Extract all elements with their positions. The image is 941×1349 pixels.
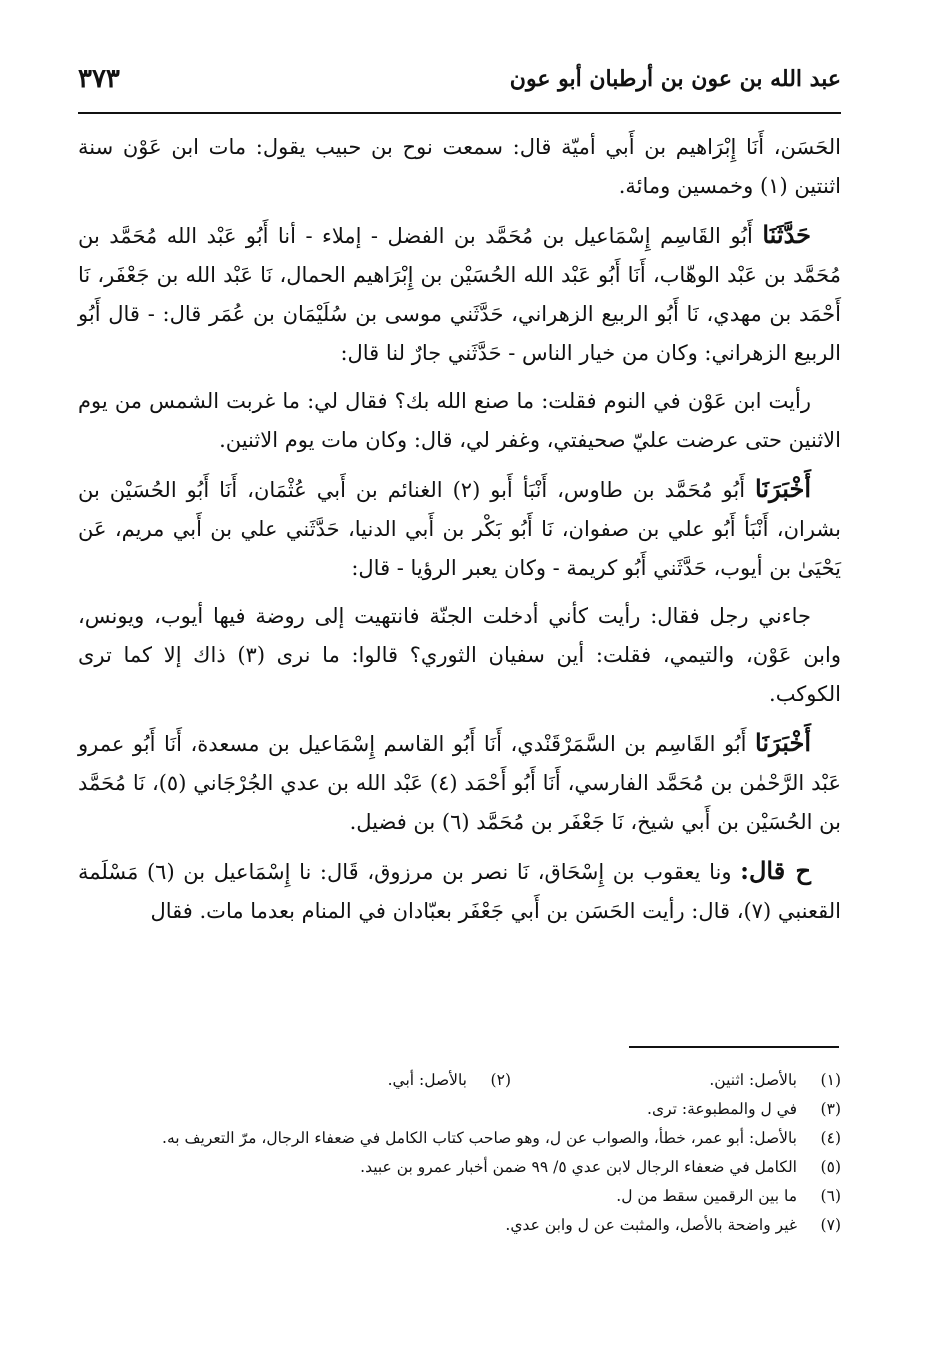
- paragraph-4: [78, 469, 841, 588]
- paragraph-7-text: ونا يعقوب بن إِسْحَاق، نَا نصر بن مرزوق، قَال: نا إِسْمَاعيل بن (٦) مَسْلَمة القعنبي (٧)، قال: رأيت الحَسَن بن أَبي جَعْفَر بعبّادان في المنام بعدما مات. فقال: [78, 860, 841, 923]
- footnote-3: [78, 1095, 841, 1124]
- paragraph-5: جاءني رجل فقال: رأيت كأني أدخلت الجنّة فانتهيت إلى روضة فيها أيوب، ويونس، وابن عَوْن، والتيمي، فقلت: أين سفيان الثوري؟ قالوا: ما نرى (٣) ذاك إلا كما ترى الكوكب.: [78, 604, 842, 706]
- header-rule: [78, 112, 841, 114]
- footnotes: [78, 1066, 841, 1240]
- footnote-number: (٣): [820, 1100, 841, 1118]
- paragraph-7-lead: ح قال:: [740, 856, 811, 885]
- paragraph-7: [78, 851, 841, 931]
- footnote-number: (٥): [820, 1158, 841, 1176]
- footnote-text: في ل والمطبوعة: ترى.: [647, 1100, 797, 1118]
- footnote-number: (٤): [820, 1129, 841, 1147]
- footnote-text: ما بين الرقمين سقط من ل.: [616, 1187, 797, 1205]
- footnote-text: بالأصل: اثنين.: [709, 1071, 797, 1089]
- footnote-text: بالأصل: أبو عمر، خطأ، والصواب عن ل، وهو صاحب كتاب الكامل في ضعفاء الرجال، مرّ التعريف به.: [162, 1129, 797, 1147]
- main-text: [78, 128, 841, 940]
- paragraph-6: [78, 723, 841, 842]
- footnote-text: الكامل في ضعفاء الرجال لابن عدي ٥/ ٩٩ ضمن أخبار عمرو بن عبيد.: [360, 1158, 797, 1176]
- footnote-5: [78, 1153, 841, 1182]
- footnote-7: [78, 1211, 841, 1240]
- footnote-number: (٧): [820, 1216, 841, 1234]
- footnote-4: [78, 1124, 841, 1153]
- paragraph-2: [78, 215, 841, 373]
- page-number: ٣٧٣: [78, 64, 120, 94]
- footnote-rule: [629, 1046, 839, 1048]
- footnote-2: [181, 1066, 511, 1095]
- footnote-1: [511, 1066, 841, 1095]
- footnote-number: (٦): [820, 1187, 841, 1205]
- paragraph-6-text: أَبُو القَاسِم بن السَّمَرْقَنْدي، أَنَا أَبُو القاسم إِسْمَاعيل بن مسعدة، أَنَا أَبُو عمرو عَبْد الرَّحْمٰن بن مُحَمَّد الفارسي، أَنَا أَبُو أَحْمَد (٤) عَبْد الله بن عدي الجُرْجَاني (٥)، نَا مُحَمَّد بن الحُسَيْن بن أَبي شيخ، نَا جَعْفَر بن مُحَمَّد (٦) بن فضيل.: [78, 732, 841, 834]
- footnote-text: غير واضحة بالأصل، والمثبت عن ل وابن عدي.: [505, 1216, 797, 1234]
- paragraph-3: رأيت ابن عَوْن في النوم فقلت: ما صنع الله بك؟ فقال لي: ما غربت الشمس من يوم الاثنين حتى عرضت عليّ صحيفتي، وغفر لي، قال: وكان مات يوم الاثنين.: [78, 389, 841, 452]
- running-title: عبد الله بن عون بن أرطبان أبو عون: [509, 66, 841, 92]
- paragraph-4-lead: أَخْبَرَنَا: [755, 474, 811, 503]
- page-header: [78, 58, 841, 114]
- footnote-text: بالأصل: أبي.: [387, 1071, 467, 1089]
- paragraph-1: الحَسَن، أَنَا إِبْرَاهيم بن أَبي أميّة قال: سمعت نوح بن حبيب يقول: مات ابن عَوْن سنة اثنتين (١) وخمسين ومائة.: [78, 135, 841, 198]
- footnote-row: [78, 1066, 841, 1095]
- paragraph-2-lead: حَدَّثَنَا: [762, 220, 811, 249]
- footnote-number: (١): [820, 1071, 841, 1089]
- paragraph-2-text: أَبُو القَاسِم إِسْمَاعيل بن مُحَمَّد بن الفضل - إملاء - أنا أَبُو عَبْد الله مُحَمَّد بن مُحَمَّد بن عَبْد الوهّاب، أَنَا أَبُو عَبْد الله الحُسَيْن بن إِبْرَاهيم الحمال، نَا عَبْد الله بن جَعْفَر، نَا أَحْمَد بن مهدي، نَا أَبُو الربيع الزهراني، حَدَّثَني موسى بن سُلَيْمَان بن عُمَر قال: - قال أَبُو الربيع الزهراني: وكان من خيار الناس - حَدَّثَني جارٌ لنا قال:: [78, 224, 841, 365]
- footnote-number: (٢): [490, 1071, 511, 1089]
- paragraph-6-lead: أَخْبَرَنَا: [755, 728, 811, 757]
- footnote-6: [78, 1182, 841, 1211]
- paragraph-4-text: أَبُو مُحَمَّد بن طاوس، أَنْبَأ أَبو (٢) الغنائم بن أَبي عُثْمَان، أَنَا أَبُو الحُسَيْن بن بشران، أَنْبَأ أَبُو علي بن صفوان، نَا أَبُو بَكْر بن أَبي الدنيا، حَدَّثَني علي بن أَبي مريم، عَن يَحْيَىٰ بن أيوب، حَدَّثَني أَبُو كريمة - وكان يعبر الرؤيا - قال:: [78, 478, 841, 580]
